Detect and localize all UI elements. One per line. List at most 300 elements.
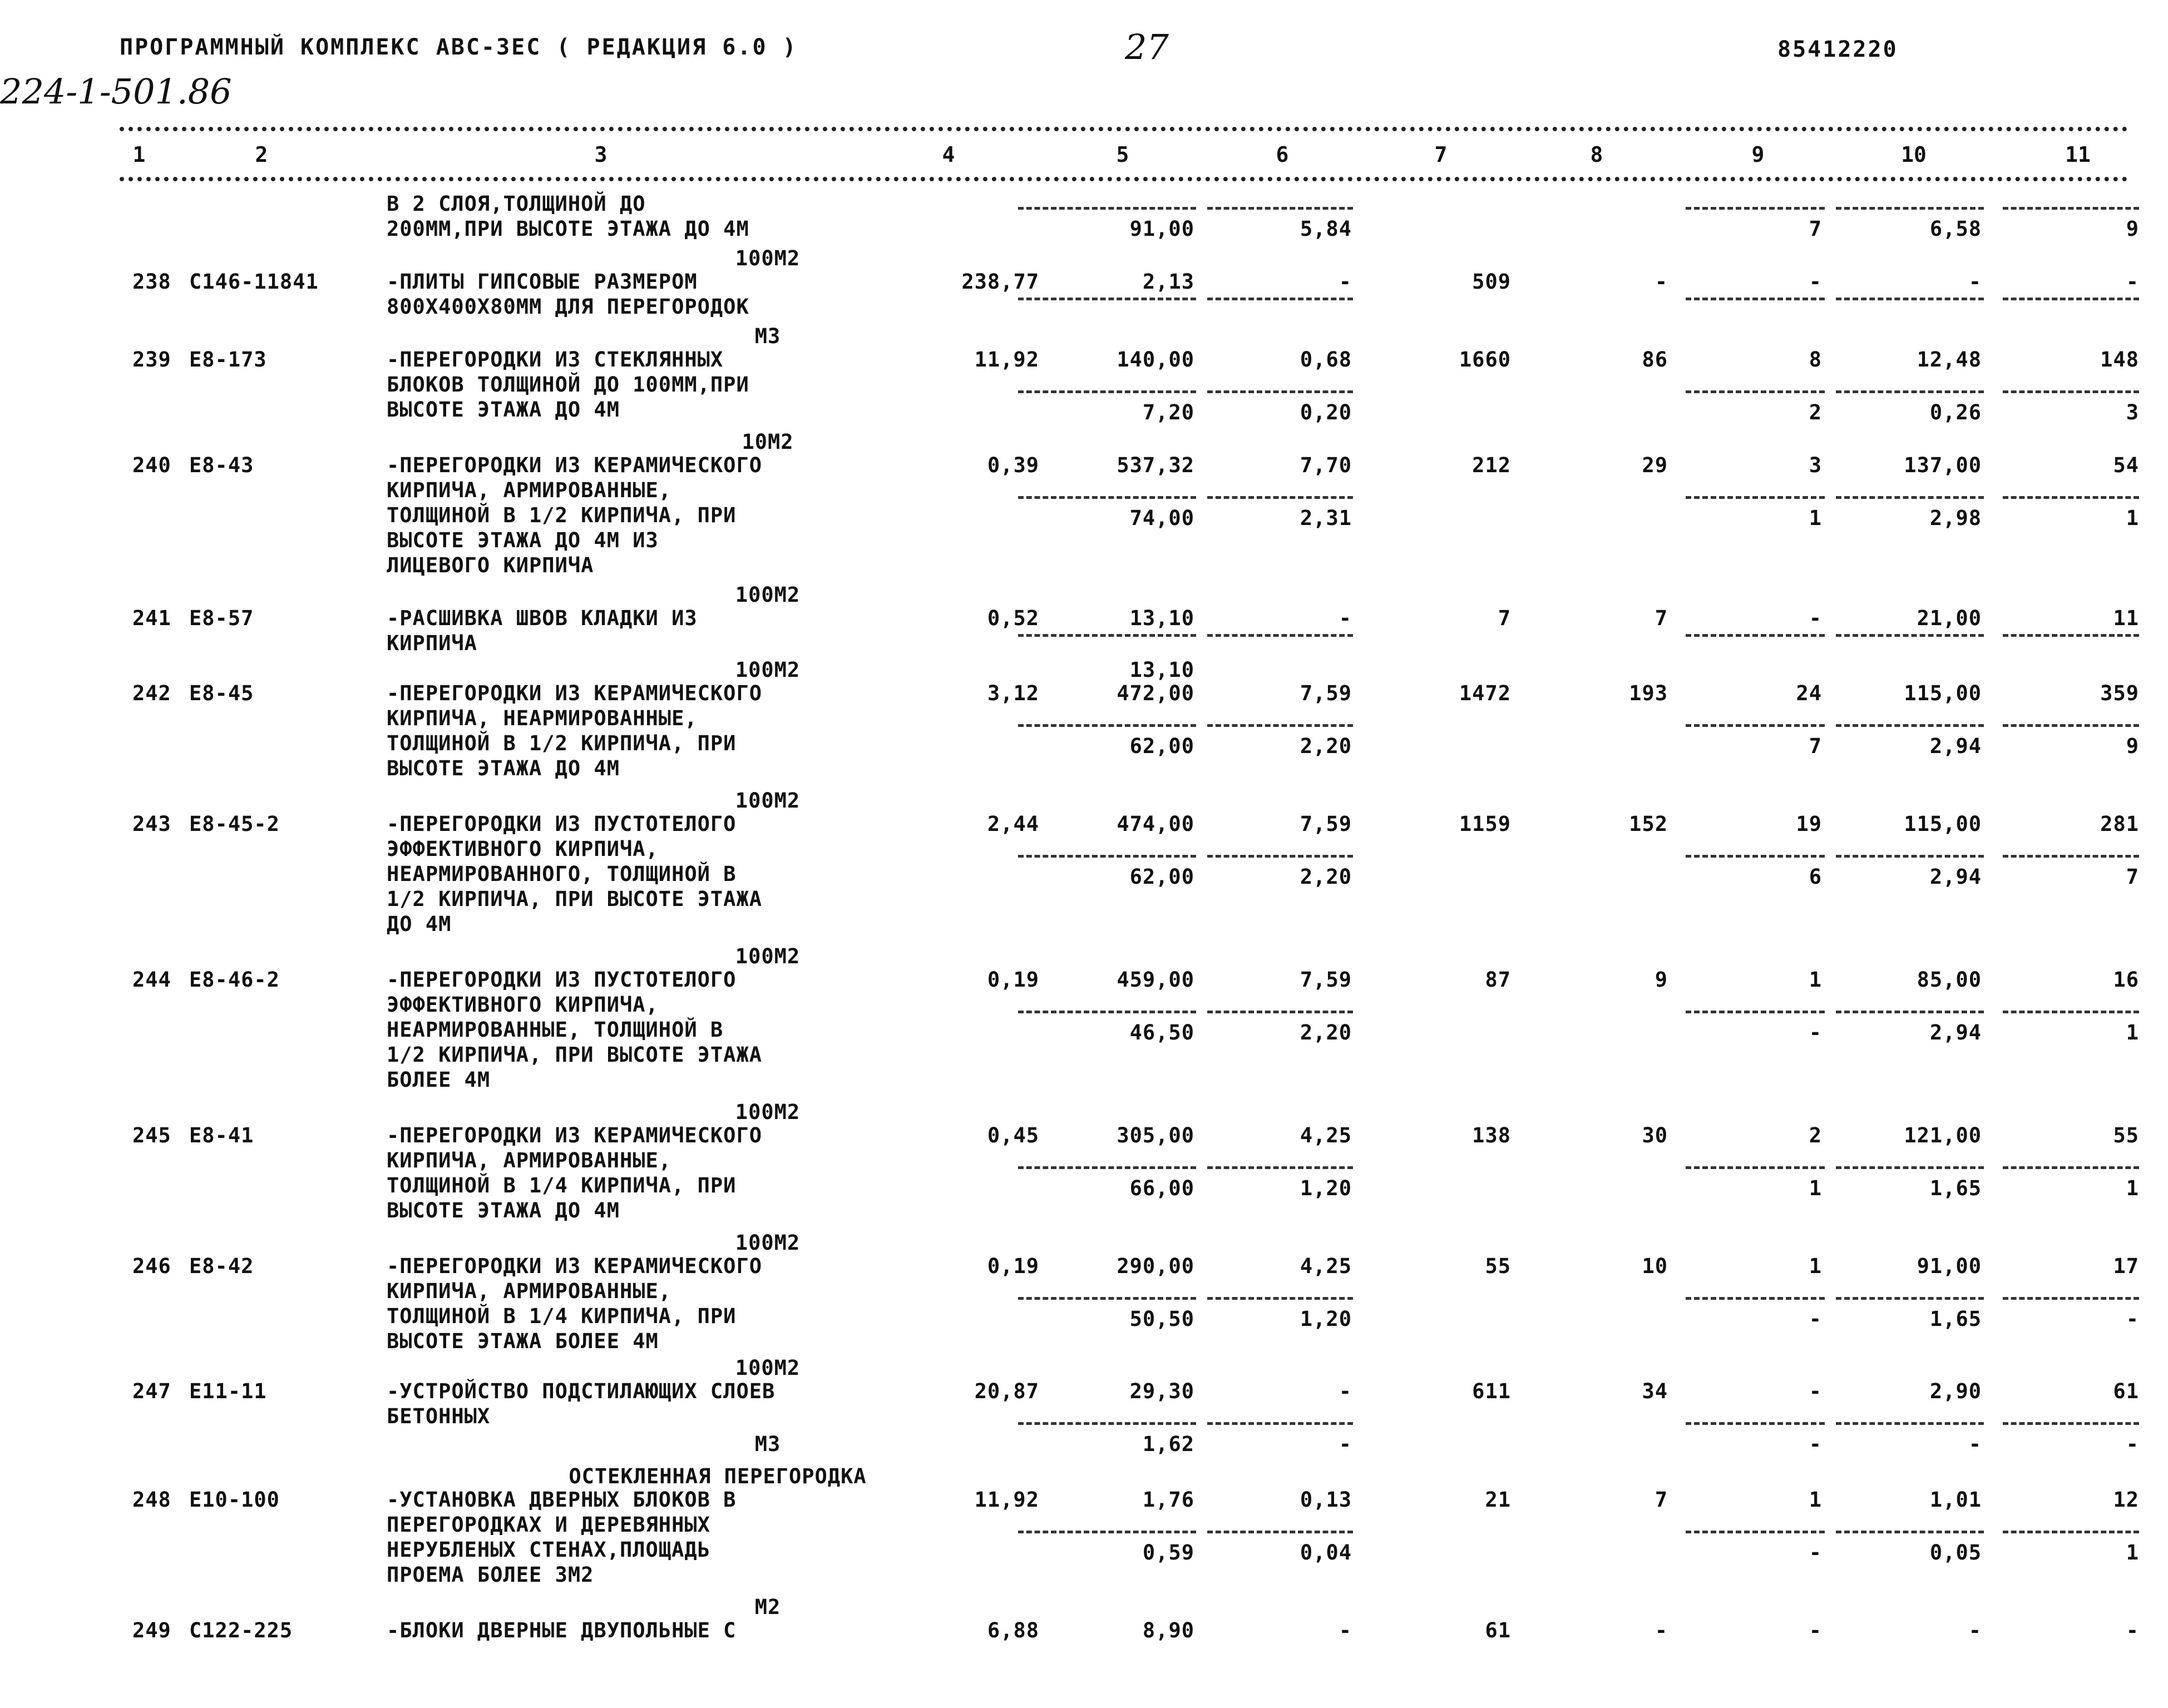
cell-c9-secondary: - [1809, 1541, 1822, 1565]
rate-code: Е8-43 [189, 453, 254, 477]
cell-c5: 29,30 [1129, 1379, 1194, 1403]
divider [1018, 1166, 1196, 1169]
cell-c9: - [1809, 1379, 1822, 1403]
cell-c9-secondary: 7 [1809, 734, 1822, 758]
cell-c9-secondary: - [1809, 1021, 1822, 1044]
rate-code: С146-11841 [189, 270, 319, 294]
cell-c8: 30 [1642, 1123, 1668, 1147]
cell-c4: 0,19 [987, 968, 1039, 992]
work-description: НЕРУБЛЕНЫХ СТЕНАХ,ПЛОЩАДЬ [387, 1538, 710, 1562]
cell-c11-secondary: 1 [2126, 506, 2139, 530]
row-number: 246 [132, 1254, 171, 1278]
cell-c7: 212 [1472, 453, 1511, 477]
cell-c9: - [1809, 270, 1822, 294]
cell-c10-secondary: 0,05 [1929, 1541, 1982, 1565]
cell-c11: - [2126, 270, 2139, 294]
divider [1018, 1297, 1196, 1300]
unit-label: М3 [754, 324, 781, 348]
column-header-6: 6 [1276, 142, 1289, 167]
work-description: ЛИЦЕВОГО КИРПИЧА [387, 553, 594, 577]
cell-c10-secondary: 1,65 [1929, 1176, 1982, 1200]
cell-c5-secondary: 66,00 [1129, 1176, 1194, 1200]
cell-c9-secondary: - [1809, 1307, 1822, 1331]
divider [2003, 1531, 2139, 1533]
cell-c8: 152 [1629, 812, 1668, 836]
divider [2003, 496, 2139, 499]
cell-c10-secondary: 1,65 [1929, 1307, 1982, 1331]
work-description: ТОЛЩИНОЙ В 1/4 КИРПИЧА, ПРИ [387, 1304, 737, 1328]
work-description: -ПЕРЕГОРОДКИ ИЗ КЕРАМИЧЕСКОГО [387, 1254, 763, 1278]
section-title: ОСТЕКЛЕННАЯ ПЕРЕГОРОДКА [569, 1464, 867, 1488]
cell-c10-secondary: - [1968, 1432, 1982, 1456]
work-description: ВЫСОТЕ ЭТАЖА БОЛЕЕ 4М [387, 1329, 659, 1353]
divider [1207, 1011, 1353, 1013]
divider [1018, 1531, 1196, 1533]
work-description: 1/2 КИРПИЧА, ПРИ ВЫСОТЕ ЭТАЖА [387, 887, 763, 911]
cell-c4: 0,19 [987, 1254, 1039, 1278]
work-description: -ПЕРЕГОРОДКИ ИЗ ПУСТОТЕЛОГО [387, 812, 737, 836]
divider [1018, 496, 1196, 499]
divider [2003, 1166, 2139, 1169]
work-description: -БЛОКИ ДВЕРНЫЕ ДВУПОЛЬНЫЕ С [387, 1618, 737, 1642]
cell-c7: 138 [1472, 1123, 1511, 1147]
divider [1836, 1422, 1984, 1425]
unit-label: 100М2 [735, 1231, 801, 1255]
row-number: 242 [132, 681, 171, 705]
cell-c10-secondary: 6,58 [1929, 217, 1982, 241]
row-number: 243 [132, 812, 171, 836]
column-header-2: 2 [255, 142, 268, 167]
divider [1018, 855, 1196, 858]
unit-label: 100М2 [735, 1356, 801, 1380]
work-description: ДО 4М [387, 912, 452, 936]
cell-c6-secondary: 1,20 [1300, 1176, 1352, 1200]
divider [2003, 1011, 2139, 1013]
divider [1686, 724, 1825, 727]
row-number: 244 [132, 968, 171, 992]
cell-c8: - [1655, 1618, 1668, 1642]
cell-c6-secondary: - [1339, 1432, 1352, 1456]
cell-c6-secondary: 2,20 [1300, 865, 1352, 889]
divider [1686, 390, 1825, 393]
cell-c4: 6,88 [987, 1618, 1039, 1642]
divider [1207, 298, 1353, 300]
column-header-10: 10 [1901, 142, 1927, 167]
cell-c11: 359 [2100, 681, 2139, 705]
handwritten-designation: 224-1-501.86 [0, 71, 232, 112]
divider [1836, 298, 1984, 300]
divider [1836, 724, 1984, 727]
cell-c9: 19 [1796, 812, 1822, 836]
divider [2003, 298, 2139, 300]
cell-c7: 55 [1485, 1254, 1511, 1278]
work-description: НЕАРМИРОВАННОГО, ТОЛЩИНОЙ В [387, 862, 737, 886]
column-header-8: 8 [1590, 142, 1603, 167]
divider [1207, 1297, 1353, 1300]
work-description: -ПЕРЕГОРОДКИ ИЗ СТЕКЛЯННЫХ [387, 348, 724, 372]
divider [1018, 724, 1196, 727]
cell-c8: 9 [1655, 968, 1668, 992]
work-description: 200ММ,ПРИ ВЫСОТЕ ЭТАЖА ДО 4М [387, 217, 749, 241]
column-header-4: 4 [942, 142, 955, 167]
cell-c10-secondary: 2,98 [1929, 506, 1982, 530]
cell-c9: 3 [1809, 453, 1822, 477]
cell-c6: - [1339, 270, 1352, 294]
cell-c11: 11 [2113, 606, 2139, 630]
divider [1686, 1166, 1825, 1169]
rate-code: Е8-41 [189, 1123, 254, 1147]
cell-c4: 0,39 [987, 453, 1039, 477]
cell-c6: 0,68 [1300, 348, 1352, 372]
cell-c6: 4,25 [1300, 1123, 1352, 1147]
cell-c6: - [1339, 1618, 1352, 1642]
divider [1836, 1166, 1984, 1169]
divider [1836, 207, 1984, 210]
divider [2003, 1297, 2139, 1300]
cell-c8: 7 [1655, 606, 1668, 630]
cell-c10: 12,48 [1917, 348, 1982, 372]
cell-c11-secondary: - [2126, 1432, 2139, 1456]
cell-c7: 21 [1485, 1488, 1511, 1512]
cell-c11: 148 [2100, 348, 2139, 372]
work-description: -ПЕРЕГОРОДКИ ИЗ ПУСТОТЕЛОГО [387, 968, 737, 992]
work-description: НЕАРМИРОВАННЫЕ, ТОЛЩИНОЙ В [387, 1018, 724, 1042]
cell-c6-secondary: 1,20 [1300, 1307, 1352, 1331]
divider [2003, 724, 2139, 727]
cell-c10: 115,00 [1904, 812, 1982, 836]
cell-c9: 24 [1796, 681, 1822, 705]
cell-c5-secondary: 7,20 [1142, 400, 1194, 424]
divider [1836, 496, 1984, 499]
cell-c11-secondary: 1 [2126, 1021, 2139, 1044]
cell-c11: 54 [2113, 453, 2139, 477]
cell-c7: 1159 [1459, 812, 1511, 836]
rate-code: Е8-45 [189, 681, 254, 705]
cell-c5: 459,00 [1117, 968, 1194, 992]
cell-c9: 1 [1809, 1488, 1822, 1512]
cell-c11-secondary: 7 [2126, 865, 2139, 889]
divider [1207, 207, 1353, 210]
row-number: 245 [132, 1123, 171, 1147]
column-header-1: 1 [132, 142, 146, 167]
cell-c11: 12 [2113, 1488, 2139, 1512]
divider [1686, 207, 1825, 210]
divider [1018, 298, 1196, 300]
cell-c6: 0,13 [1300, 1488, 1352, 1512]
cell-c10: 1,01 [1929, 1488, 1982, 1512]
cell-c7: 1660 [1459, 348, 1511, 372]
rate-code: Е11-11 [189, 1379, 267, 1403]
cell-c9-secondary: 6 [1809, 865, 1822, 889]
cell-c5: 472,00 [1117, 681, 1194, 705]
cell-c9-secondary: 7 [1809, 217, 1822, 241]
cell-c5: 140,00 [1117, 348, 1194, 372]
work-description: БОЛЕЕ 4М [387, 1068, 491, 1092]
cell-c11-secondary: 1 [2126, 1176, 2139, 1200]
work-description: ТОЛЩИНОЙ В 1/2 КИРПИЧА, ПРИ [387, 731, 737, 755]
cell-c10: 85,00 [1917, 968, 1982, 992]
cell-c6-secondary: 0,04 [1300, 1541, 1352, 1565]
work-description: -ПЕРЕГОРОДКИ ИЗ КЕРАМИЧЕСКОГО [387, 453, 763, 477]
cell-c10: - [1968, 270, 1982, 294]
work-description: ВЫСОТЕ ЭТАЖА ДО 4М ИЗ [387, 528, 659, 552]
divider [1686, 1422, 1825, 1425]
rate-code: Е8-46-2 [189, 968, 280, 992]
cell-c6: - [1339, 606, 1352, 630]
column-header-7: 7 [1434, 142, 1448, 167]
divider [1018, 207, 1196, 210]
divider [1686, 1531, 1825, 1533]
cell-c10: 2,90 [1929, 1379, 1982, 1403]
divider [1207, 1531, 1353, 1533]
cell-c6: - [1339, 1379, 1352, 1403]
cell-c8: 86 [1642, 348, 1668, 372]
unit-label: 100М2 [735, 1100, 801, 1124]
cell-c9: 1 [1809, 1254, 1822, 1278]
divider [1207, 634, 1353, 637]
work-description: ПРОЕМА БОЛЕЕ 3М2 [387, 1563, 594, 1587]
cell-c9: 2 [1809, 1123, 1822, 1147]
row-number: 238 [132, 270, 171, 294]
cell-c4: 11,92 [974, 348, 1039, 372]
unit-label: 100М2 [735, 658, 801, 682]
cell-c4: 2,44 [987, 812, 1039, 836]
program-header: ПРОГРАММНЫЙ КОМПЛЕКС АВС-3ЕС ( РЕДАКЦИЯ 6.0 ) [120, 34, 798, 60]
cell-c5-secondary: 62,00 [1129, 734, 1194, 758]
divider [2003, 634, 2139, 637]
cell-c10: - [1968, 1618, 1982, 1642]
work-description: КИРПИЧА [387, 631, 477, 655]
cell-c7: 611 [1472, 1379, 1511, 1403]
cell-c4: 238,77 [961, 270, 1039, 294]
cell-c7: 509 [1472, 270, 1511, 294]
column-header-5: 5 [1116, 142, 1129, 167]
work-description: -ПЛИТЫ ГИПСОВЫЕ РАЗМЕРОМ [387, 270, 698, 294]
rate-code: Е8-42 [189, 1254, 254, 1278]
cell-c9-secondary: 1 [1809, 506, 1822, 530]
divider [1686, 298, 1825, 300]
cell-col5-extra: 13,10 [1129, 658, 1194, 682]
cell-c8: - [1655, 270, 1668, 294]
divider [1836, 634, 1984, 637]
rate-code: Е8-45-2 [189, 812, 280, 836]
work-description: ТОЛЩИНОЙ В 1/4 КИРПИЧА, ПРИ [387, 1174, 737, 1197]
work-description: ВЫСОТЕ ЭТАЖА ДО 4М [387, 1199, 620, 1222]
cell-c11-secondary: - [2126, 1307, 2139, 1331]
work-description: ВЫСОТЕ ЭТАЖА ДО 4М [387, 756, 620, 780]
cell-c7: 61 [1485, 1618, 1511, 1642]
unit-label: 100М2 [735, 583, 801, 607]
cell-c10: 91,00 [1917, 1254, 1982, 1278]
cell-c10: 121,00 [1904, 1123, 1982, 1147]
cell-c6: 7,59 [1300, 968, 1352, 992]
divider [2003, 855, 2139, 858]
cell-c11-secondary: 9 [2126, 734, 2139, 758]
work-description: ЭФФЕКТИВНОГО КИРПИЧА, [387, 993, 659, 1017]
rate-code: Е10-100 [189, 1488, 280, 1512]
divider [2003, 207, 2139, 210]
work-description: 1/2 КИРПИЧА, ПРИ ВЫСОТЕ ЭТАЖА [387, 1043, 763, 1067]
cell-c11-secondary: 1 [2126, 1541, 2139, 1565]
divider [1207, 496, 1353, 499]
cell-c10: 137,00 [1904, 453, 1982, 477]
cell-c5: 474,00 [1117, 812, 1194, 836]
cell-c5-secondary: 46,50 [1129, 1021, 1194, 1044]
work-description: КИРПИЧА, НЕАРМИРОВАННЫЕ, [387, 706, 698, 730]
cell-c5-secondary: 91,00 [1129, 217, 1194, 241]
cell-c5: 8,90 [1142, 1618, 1194, 1642]
row-number: 239 [132, 348, 171, 372]
cell-c9-secondary: 2 [1809, 400, 1822, 424]
unit-label: 100М2 [735, 944, 801, 968]
cell-c8: 29 [1642, 453, 1668, 477]
table-header-rule [120, 177, 2128, 181]
cell-c6-secondary: 2,20 [1300, 1021, 1352, 1044]
divider [1686, 496, 1825, 499]
cell-c8: 7 [1655, 1488, 1668, 1512]
work-description: КИРПИЧА, АРМИРОВАННЫЕ, [387, 1279, 672, 1303]
cell-c9-secondary: - [1809, 1432, 1822, 1456]
cell-c11: 17 [2113, 1254, 2139, 1278]
cell-c4: 0,52 [987, 606, 1039, 630]
cell-c5: 2,13 [1142, 270, 1194, 294]
row-number: 241 [132, 606, 171, 630]
cell-c10: 115,00 [1904, 681, 1982, 705]
cell-c11: 55 [2113, 1123, 2139, 1147]
cell-c5-secondary: 50,50 [1129, 1307, 1194, 1331]
divider [1207, 1422, 1353, 1425]
column-header-9: 9 [1751, 142, 1765, 167]
cell-c6: 7,59 [1300, 812, 1352, 836]
unit-label: М2 [754, 1595, 781, 1619]
cell-c4: 0,45 [987, 1123, 1039, 1147]
cell-c11-secondary: 9 [2126, 217, 2139, 241]
cell-c9: - [1809, 606, 1822, 630]
divider [1207, 1166, 1353, 1169]
column-header-11: 11 [2065, 142, 2091, 167]
cell-c6: 4,25 [1300, 1254, 1352, 1278]
cell-c9: 1 [1809, 968, 1822, 992]
cell-c4: 20,87 [974, 1379, 1039, 1403]
work-description: 800Х400Х80ММ ДЛЯ ПЕРЕГОРОДОК [387, 295, 749, 319]
divider [1836, 1531, 1984, 1533]
cell-c9: - [1809, 1618, 1822, 1642]
cell-c5-secondary: 0,59 [1142, 1541, 1194, 1565]
unit-label: 100М2 [735, 246, 801, 270]
cell-c11: 61 [2113, 1379, 2139, 1403]
cell-c6: 7,70 [1300, 453, 1352, 477]
row-number: 249 [132, 1618, 171, 1642]
work-description: -РАСШИВКА ШВОВ КЛАДКИ ИЗ [387, 606, 698, 630]
work-description: В 2 СЛОЯ,ТОЛЩИНОЙ ДО [387, 192, 646, 216]
work-description: КИРПИЧА, АРМИРОВАННЫЕ, [387, 478, 672, 502]
work-description: ПЕРЕГОРОДКАХ И ДЕРЕВЯННЫХ [387, 1513, 710, 1537]
cell-c5: 537,32 [1117, 453, 1194, 477]
divider [1836, 390, 1984, 393]
cell-c5: 290,00 [1117, 1254, 1194, 1278]
work-description: -ПЕРЕГОРОДКИ ИЗ КЕРАМИЧЕСКОГО [387, 1123, 763, 1147]
cell-c6-secondary: 0,20 [1300, 400, 1352, 424]
rate-code: Е8-57 [189, 606, 254, 630]
divider [1686, 855, 1825, 858]
row-number: 247 [132, 1379, 171, 1403]
divider [1836, 855, 1984, 858]
cell-c8: 34 [1642, 1379, 1668, 1403]
work-description: -УСТАНОВКА ДВЕРНЫХ БЛОКОВ В [387, 1488, 737, 1512]
cell-c7: 7 [1498, 606, 1511, 630]
cell-c6: 7,59 [1300, 681, 1352, 705]
cell-c5: 13,10 [1129, 606, 1194, 630]
cell-c5-secondary: 1,62 [1142, 1432, 1194, 1456]
divider [1686, 1011, 1825, 1013]
divider [1207, 390, 1353, 393]
divider [1018, 390, 1196, 393]
divider [2003, 1422, 2139, 1425]
column-header-3: 3 [594, 142, 608, 167]
cell-c11-secondary: 3 [2126, 400, 2139, 424]
work-description: БЛОКОВ ТОЛЩИНОЙ ДО 100ММ,ПРИ [387, 373, 749, 397]
table-top-rule [120, 127, 2128, 131]
cell-c4: 11,92 [974, 1488, 1039, 1512]
divider [1836, 1011, 1984, 1013]
work-description: КИРПИЧА, АРМИРОВАННЫЕ, [387, 1148, 672, 1172]
cell-c10-secondary: 2,94 [1929, 1021, 1982, 1044]
cell-c10-secondary: 2,94 [1929, 865, 1982, 889]
cell-c6-secondary: 5,84 [1300, 217, 1352, 241]
cell-c11: 281 [2100, 812, 2139, 836]
divider [1686, 1297, 1825, 1300]
rate-code: Е8-173 [189, 348, 267, 372]
divider [1207, 724, 1353, 727]
cell-c8: 10 [1642, 1254, 1668, 1278]
cell-c11: 16 [2113, 968, 2139, 992]
cell-c5: 305,00 [1117, 1123, 1194, 1147]
row-number: 240 [132, 453, 171, 477]
divider [1018, 1011, 1196, 1013]
page-number: 27 [1125, 27, 1169, 67]
unit-label: 10М2 [742, 430, 794, 454]
unit-label: 100М2 [735, 789, 801, 813]
divider [1018, 634, 1196, 637]
rate-code: С122-225 [189, 1618, 293, 1642]
cell-c9-secondary: 1 [1809, 1176, 1822, 1200]
unit-label: М3 [754, 1432, 781, 1456]
work-description: ТОЛЩИНОЙ В 1/2 КИРПИЧА, ПРИ [387, 503, 737, 527]
cell-c4: 3,12 [987, 681, 1039, 705]
cell-c10-secondary: 0,26 [1929, 400, 1982, 424]
cell-c10: 21,00 [1917, 606, 1982, 630]
work-description: -ПЕРЕГОРОДКИ ИЗ КЕРАМИЧЕСКОГО [387, 681, 763, 705]
work-description: ЭФФЕКТИВНОГО КИРПИЧА, [387, 837, 659, 861]
divider [2003, 390, 2139, 393]
divider [1207, 855, 1353, 858]
work-description: -УСТРОЙСТВО ПОДСТИЛАЮЩИХ СЛОЕВ [387, 1379, 776, 1403]
cell-c5: 1,76 [1142, 1488, 1194, 1512]
cell-c7: 87 [1485, 968, 1511, 992]
cell-c10-secondary: 2,94 [1929, 734, 1982, 758]
divider [1018, 1422, 1196, 1425]
work-description: БЕТОННЫХ [387, 1404, 491, 1428]
cell-c9: 8 [1809, 348, 1822, 372]
cell-c5-secondary: 74,00 [1129, 506, 1194, 530]
divider [1686, 634, 1825, 637]
cell-c7: 1472 [1459, 681, 1511, 705]
work-description: ВЫСОТЕ ЭТАЖА ДО 4М [387, 398, 620, 422]
document-code: 85412220 [1777, 37, 1898, 62]
divider [1836, 1297, 1984, 1300]
cell-c5-secondary: 62,00 [1129, 865, 1194, 889]
cell-c6-secondary: 2,31 [1300, 506, 1352, 530]
